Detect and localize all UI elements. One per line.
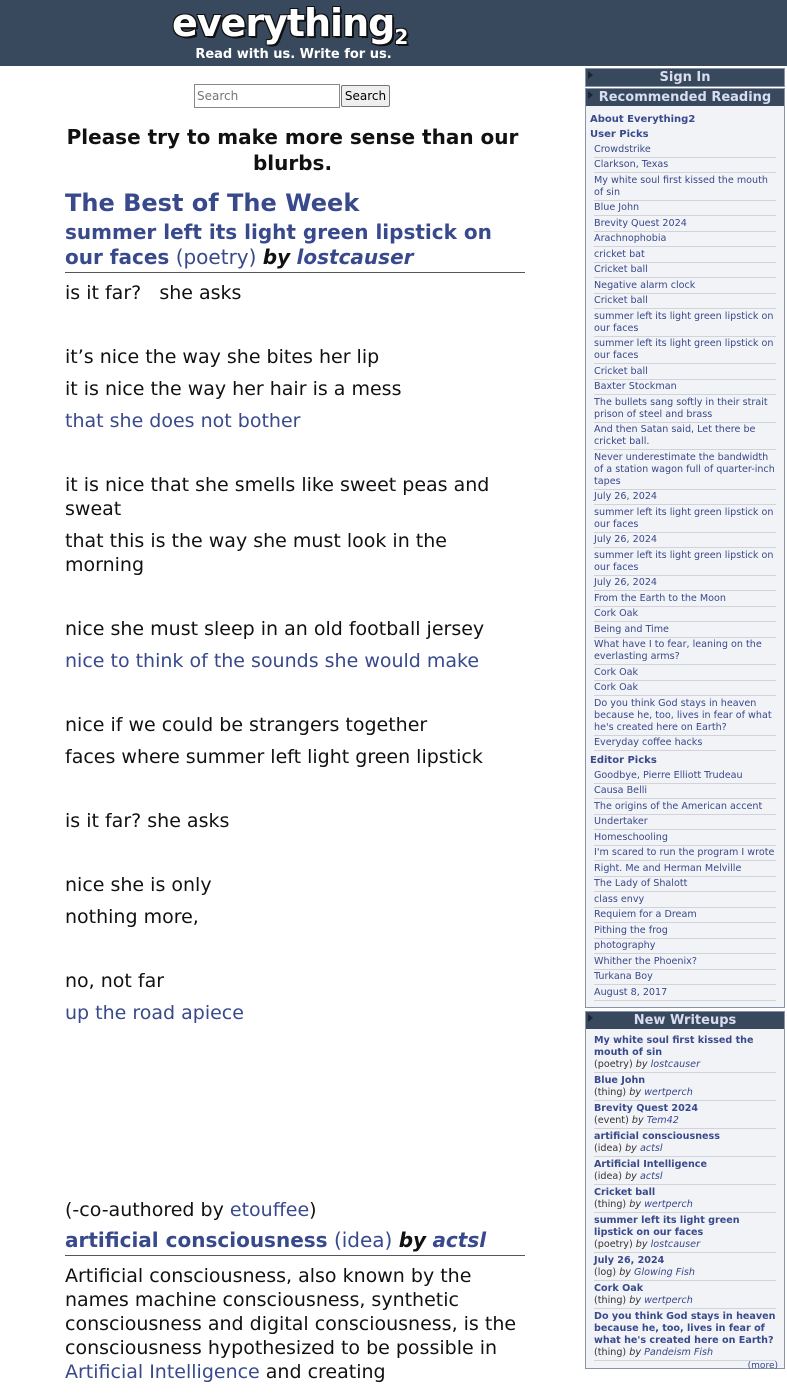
user-pick-link[interactable]: Cork Oak <box>594 608 639 619</box>
user-pick-item[interactable] <box>594 201 776 217</box>
new-writeup-author-link[interactable]: actsl <box>639 1170 663 1182</box>
new-writeup-item <box>594 1185 776 1213</box>
by-label: by <box>262 245 291 269</box>
user-pick-link[interactable]: What have I to fear, leaning on the everlasting arms? <box>594 639 762 662</box>
new-writeup-item <box>594 1033 776 1073</box>
new-writeups-title[interactable]: New Writeups <box>586 1012 784 1029</box>
user-pick-link[interactable]: And then Satan said, Let there be cricket ball. <box>594 424 756 447</box>
user-pick-link[interactable]: Crowdstrike <box>594 143 651 155</box>
poem-line: nice if we could be strangers together <box>65 714 428 736</box>
editor-pick-item[interactable] <box>594 768 776 784</box>
new-writeup-author-link[interactable]: actsl <box>639 1142 663 1154</box>
user-pick-item[interactable] <box>594 533 776 549</box>
new-writeup-author-link[interactable]: lostcauser <box>650 1238 701 1250</box>
editor-picks-label: Editor Picks <box>590 755 657 766</box>
user-pick-link[interactable]: Cricket ball <box>594 295 648 306</box>
poem-line: is it far? she asks <box>65 282 242 304</box>
new-writeup-meta <box>594 1267 695 1278</box>
user-pick-item[interactable] <box>594 142 776 158</box>
by-label: by <box>635 1238 648 1250</box>
user-pick-item[interactable] <box>594 736 776 752</box>
poem-line: faces where summer left light green lipstick <box>65 746 483 768</box>
user-pick-link[interactable]: Cork Oak <box>594 682 639 693</box>
search-button[interactable]: Search <box>341 85 390 107</box>
editor-pick-item[interactable] <box>594 923 776 939</box>
by-label: by <box>398 1228 427 1252</box>
poem-line-link[interactable]: up the road apiece <box>65 1002 244 1024</box>
user-pick-item[interactable] <box>594 591 776 607</box>
new-writeup-author-link[interactable]: Tem42 <box>646 1114 679 1126</box>
new-writeup-meta <box>594 1239 700 1250</box>
page-slogan: Please try to make more sense than our blurbs. <box>66 125 519 175</box>
user-pick-item[interactable] <box>594 232 776 248</box>
writeup-author-link[interactable]: lostcauser <box>296 245 414 269</box>
user-pick-item[interactable] <box>594 395 776 423</box>
site-header <box>0 0 787 66</box>
user-picks-label: User Picks <box>590 129 649 140</box>
new-writeup-type[interactable]: (log) <box>594 1266 617 1278</box>
more-link[interactable]: (more) <box>747 1361 778 1371</box>
new-writeup-item <box>594 1309 776 1361</box>
user-pick-link[interactable]: summer left its light green lipstick on our faces <box>594 549 774 573</box>
poem-line-link[interactable]: nice to think of the sounds she would make <box>65 650 480 672</box>
poem-line <box>65 777 525 801</box>
writeup-header-1 <box>65 220 525 273</box>
poem-line: nice she must sleep in an old football jersey <box>65 618 485 640</box>
writeup-header-2 <box>65 1228 525 1256</box>
editor-pick-item[interactable] <box>594 908 776 924</box>
editor-pick-link[interactable]: Homeschooling <box>594 831 668 843</box>
user-pick-link[interactable]: Being and Time <box>594 623 669 635</box>
new-writeup-author-link[interactable]: Glowing Fish <box>634 1266 695 1278</box>
editor-pick-link[interactable]: Goodbye, Pierre Elliott Trudeau <box>594 769 743 781</box>
by-label: by <box>629 1294 642 1306</box>
poem-line: nothing more, <box>65 906 199 928</box>
user-pick-item[interactable] <box>594 278 776 294</box>
about-link[interactable]: About Everything2 <box>590 114 696 125</box>
new-writeup-title-link[interactable]: summer left its light green lipstick on our faces <box>594 1214 740 1238</box>
by-label: by <box>629 1086 642 1098</box>
writeup-title-link[interactable]: artificial consciousness <box>65 1228 328 1252</box>
new-writeup-type[interactable]: (thing) <box>594 1346 627 1358</box>
editor-pick-item[interactable] <box>594 799 776 815</box>
poem-line-link[interactable]: that she does not bother <box>65 410 301 432</box>
editor-pick-item[interactable] <box>594 970 776 986</box>
user-pick-link[interactable]: July 26, 2024 <box>594 491 658 502</box>
new-writeup-author-link[interactable]: lostcauser <box>650 1058 701 1070</box>
editor-pick-link[interactable]: August 8, 2017 <box>594 986 668 998</box>
user-pick-item[interactable] <box>594 638 776 666</box>
user-pick-item[interactable] <box>594 490 776 506</box>
editor-pick-link[interactable]: photography <box>594 940 656 951</box>
user-pick-item[interactable] <box>594 364 776 380</box>
user-pick-link[interactable]: July 26, 2024 <box>594 577 658 588</box>
editor-pick-item[interactable] <box>594 939 776 955</box>
editor-pick-link[interactable]: The Lady of Shalott <box>594 878 688 889</box>
recommended-reading-title[interactable]: Recommended Reading <box>586 89 784 106</box>
user-pick-link[interactable]: Cork Oak <box>594 666 639 678</box>
new-writeup-type[interactable]: (idea) <box>594 1142 623 1154</box>
new-writeup-meta <box>594 1347 713 1358</box>
editor-pick-item[interactable] <box>594 830 776 846</box>
new-writeup-item <box>594 1253 776 1281</box>
by-label: by <box>635 1058 648 1070</box>
editor-pick-link[interactable]: Undertaker <box>594 816 648 827</box>
new-writeup-title-link[interactable]: Brevity Quest 2024 <box>594 1102 699 1114</box>
user-pick-link[interactable]: Blue John <box>594 202 640 213</box>
by-label: by <box>619 1266 631 1278</box>
user-pick-link[interactable]: cricket bat <box>594 248 645 260</box>
logo-sub: 2 <box>394 25 408 49</box>
new-writeup-type[interactable]: (thing) <box>594 1294 627 1306</box>
poem-line <box>65 441 525 465</box>
writeup-type-link[interactable]: (idea) <box>333 1228 393 1252</box>
coauthor-suffix: ) <box>309 1199 317 1221</box>
new-writeup-meta <box>594 1143 663 1154</box>
search-input[interactable] <box>194 84 340 108</box>
new-writeup-item <box>594 1101 776 1129</box>
user-pick-item[interactable] <box>594 216 776 232</box>
new-writeup-title-link[interactable]: Cork Oak <box>594 1282 644 1294</box>
coauthor-line <box>65 1198 525 1222</box>
new-writeup-author-link[interactable]: wertperch <box>644 1294 693 1306</box>
user-picks-list <box>586 142 784 751</box>
new-writeup-title-link[interactable]: artificial consciousness <box>594 1130 720 1142</box>
editor-pick-link[interactable]: Pithing the frog <box>594 924 668 936</box>
writeup-body-1 <box>65 281 525 1025</box>
editor-pick-link[interactable]: Requiem for a Dream <box>594 909 697 920</box>
poem-line: that this is the way she must look in the morning <box>65 530 447 576</box>
poem-line <box>65 937 525 961</box>
user-pick-item[interactable] <box>594 696 776 736</box>
new-writeup-meta <box>594 1171 663 1182</box>
editor-pick-link[interactable]: class envy <box>594 893 645 905</box>
user-pick-link[interactable]: Negative alarm clock <box>594 279 696 291</box>
poem-line: it is nice that she smells like sweet peas and sweat <box>65 474 490 520</box>
new-writeup-meta <box>594 1199 693 1210</box>
editor-pick-item[interactable] <box>594 784 776 800</box>
user-pick-item[interactable] <box>594 607 776 623</box>
user-pick-item[interactable] <box>594 337 776 365</box>
new-writeup-item <box>594 1073 776 1101</box>
logo-text: everything <box>172 1 395 45</box>
poem-line: nice she is only <box>65 874 212 896</box>
user-pick-link[interactable]: From the Earth to the Moon <box>594 592 726 604</box>
user-pick-item[interactable] <box>594 158 776 174</box>
user-pick-item[interactable] <box>594 576 776 592</box>
site-tagline: Read with us. Write for us. <box>195 47 392 62</box>
user-pick-item[interactable] <box>594 505 776 533</box>
main-content <box>65 186 525 1384</box>
user-pick-link[interactable]: Do you think God stays in heaven because he, too, lives in fear of what he's created here on Earth? <box>594 697 772 733</box>
user-pick-item[interactable] <box>594 665 776 681</box>
user-pick-link[interactable]: summer left its light green lipstick on our faces <box>594 338 774 361</box>
body-text: Artificial consciousness, also known by the names machine consciousness, synthetic consciousness and digital consciousness, is the consciousness hypothesized to be possible in <box>65 1265 517 1359</box>
editor-pick-item[interactable] <box>594 815 776 831</box>
user-pick-item[interactable] <box>594 548 776 576</box>
new-writeup-type[interactable]: (poetry) <box>594 1058 633 1070</box>
poem-line: no, not far <box>65 970 165 992</box>
editor-pick-item[interactable] <box>594 892 776 908</box>
new-writeup-meta <box>594 1087 693 1098</box>
user-pick-link[interactable]: Clarkson, Texas <box>594 159 669 170</box>
user-pick-item[interactable] <box>594 622 776 638</box>
coauthor-prefix: (-co-authored by <box>65 1199 230 1221</box>
poem-line: it is nice the way her hair is a mess <box>65 378 402 400</box>
editor-pick-item[interactable] <box>594 846 776 862</box>
new-writeup-title-link[interactable]: July 26, 2024 <box>594 1254 665 1266</box>
by-label: by <box>625 1142 637 1154</box>
user-pick-link[interactable]: Cricket ball <box>594 264 648 275</box>
editor-pick-link[interactable]: Whither the Phoenix? <box>594 955 697 967</box>
editor-pick-link[interactable]: I'm scared to run the program I wrote <box>594 847 775 858</box>
user-pick-link[interactable]: My white soul first kissed the mouth of sin <box>594 174 768 198</box>
user-pick-link[interactable]: Never underestimate the bandwidth of a station wagon full of quarter-inch tapes <box>594 451 775 487</box>
user-pick-link[interactable]: Everyday coffee hacks <box>594 737 703 748</box>
user-pick-link[interactable]: The bullets sang softly in their strait prison of steel and brass <box>594 396 768 420</box>
new-writeup-meta <box>594 1059 700 1070</box>
new-writeup-title-link[interactable]: My white soul first kissed the mouth of sin <box>594 1034 754 1058</box>
new-writeup-item <box>594 1281 776 1309</box>
new-writeups-nodelet <box>585 1011 785 1369</box>
site-logo[interactable] <box>172 1 417 49</box>
poem-line <box>65 681 525 705</box>
new-writeup-author-link[interactable]: wertperch <box>644 1198 693 1210</box>
editor-pick-link[interactable]: Right. Me and Herman Melville <box>594 862 742 874</box>
user-pick-item[interactable] <box>594 380 776 396</box>
user-pick-link[interactable]: Baxter Stockman <box>594 381 677 392</box>
new-writeup-type[interactable]: (event) <box>594 1114 629 1126</box>
user-pick-link[interactable]: Cricket ball <box>594 365 648 377</box>
user-pick-item[interactable] <box>594 294 776 310</box>
new-writeup-title-link[interactable]: Blue John <box>594 1074 646 1086</box>
writeup-type-link[interactable]: (poetry) <box>175 245 257 269</box>
body-text: and creating <box>259 1361 386 1383</box>
user-pick-item[interactable] <box>594 173 776 201</box>
new-writeup-type[interactable]: (poetry) <box>594 1238 633 1250</box>
sign-in-title[interactable]: Sign In <box>586 69 784 86</box>
editor-pick-item[interactable] <box>594 954 776 970</box>
user-pick-link[interactable]: summer left its light green lipstick on our faces <box>594 310 774 334</box>
new-writeups-list <box>586 1033 784 1361</box>
by-label: by <box>625 1170 637 1182</box>
editor-pick-item[interactable] <box>594 877 776 893</box>
editor-pick-link[interactable]: The origins of the American accent <box>594 800 763 812</box>
new-writeup-meta <box>594 1115 679 1126</box>
user-pick-link[interactable]: July 26, 2024 <box>594 534 658 545</box>
new-writeup-type[interactable]: (thing) <box>594 1198 627 1210</box>
user-pick-link[interactable]: Arachnophobia <box>594 233 667 244</box>
new-writeup-author-link[interactable]: wertperch <box>644 1086 693 1098</box>
poem-line <box>65 313 525 337</box>
new-writeup-item <box>594 1129 776 1157</box>
editor-pick-link[interactable]: Causa Belli <box>594 785 648 796</box>
best-of-week-title[interactable]: The Best of The Week <box>65 189 360 217</box>
user-pick-item[interactable] <box>594 309 776 337</box>
new-writeup-title-link[interactable]: Artificial Intelligence <box>594 1158 707 1170</box>
writeup-title-link[interactable]: summer left its light green lipstick on our faces <box>65 220 492 269</box>
user-pick-link[interactable]: summer left its light green lipstick on our faces <box>594 506 774 530</box>
new-writeup-item <box>594 1213 776 1253</box>
by-label: by <box>629 1346 642 1358</box>
user-pick-item[interactable] <box>594 247 776 263</box>
user-pick-item[interactable] <box>594 450 776 490</box>
user-pick-item[interactable] <box>594 423 776 451</box>
editor-picks-list <box>586 768 784 1001</box>
writeup-body-2 <box>65 1264 525 1384</box>
user-pick-item[interactable] <box>594 263 776 279</box>
editor-pick-link[interactable]: Turkana Boy <box>594 971 653 982</box>
user-pick-item[interactable] <box>594 681 776 697</box>
new-writeup-type[interactable]: (idea) <box>594 1170 623 1182</box>
body-link[interactable]: Artificial Intelligence <box>65 1361 260 1383</box>
poem-line: is it far? she asks <box>65 810 230 832</box>
new-writeup-type[interactable]: (thing) <box>594 1086 627 1098</box>
new-writeup-meta <box>594 1295 693 1306</box>
editor-pick-item[interactable] <box>594 861 776 877</box>
by-label: by <box>631 1114 644 1126</box>
coauthor-link[interactable]: etouffee <box>229 1199 310 1221</box>
poem-line: it’s nice the way she bites her lip <box>65 346 380 368</box>
sign-in-nodelet <box>585 68 785 87</box>
writeup-author-link[interactable]: actsl <box>432 1228 487 1252</box>
new-writeup-item <box>594 1157 776 1185</box>
editor-pick-item[interactable] <box>594 985 776 1001</box>
new-writeup-author-link[interactable]: Pandeism Fish <box>644 1346 714 1358</box>
new-writeup-title-link[interactable]: Cricket ball <box>594 1186 656 1198</box>
poem-line <box>65 841 525 865</box>
new-writeup-title-link[interactable]: Do you think God stays in heaven because he, too, lives in fear of what he's created here on Earth? <box>594 1310 776 1346</box>
user-pick-link[interactable]: Brevity Quest 2024 <box>594 217 687 229</box>
recommended-reading-nodelet <box>585 88 785 1008</box>
by-label: by <box>629 1198 642 1210</box>
poem-line <box>65 585 525 609</box>
